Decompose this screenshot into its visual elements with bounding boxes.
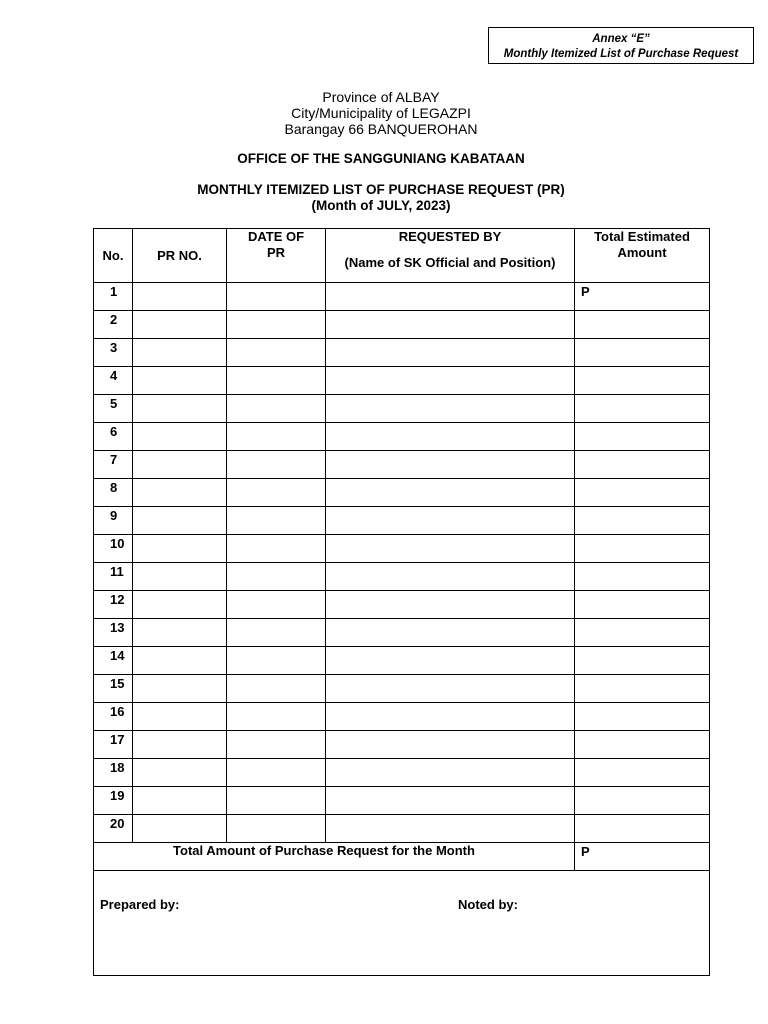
row-number-cell: 14 (94, 647, 133, 675)
amount-cell[interactable] (575, 423, 710, 451)
date-cell[interactable] (227, 339, 326, 367)
table-row (94, 507, 710, 535)
pr-no-cell[interactable] (133, 367, 227, 395)
month-line: (Month of JULY, 2023) (311, 198, 451, 213)
date-cell[interactable] (227, 759, 326, 787)
date-cell[interactable] (227, 787, 326, 815)
requested-by-cell[interactable] (326, 815, 575, 843)
table-row (94, 647, 710, 675)
col-header-no: No. (94, 229, 133, 283)
table-row (94, 815, 710, 843)
date-cell[interactable] (227, 451, 326, 479)
requested-by-cell[interactable] (326, 591, 575, 619)
row-number-cell: 15 (94, 675, 133, 703)
requested-by-cell[interactable] (326, 675, 575, 703)
pr-no-cell[interactable] (133, 675, 227, 703)
requested-by-cell[interactable] (326, 339, 575, 367)
date-cell[interactable] (227, 731, 326, 759)
pr-no-cell[interactable] (133, 731, 227, 759)
pr-no-cell[interactable] (133, 423, 227, 451)
requested-by-cell[interactable] (326, 647, 575, 675)
noted-by-label: Noted by: (458, 897, 518, 912)
amount-cell[interactable] (575, 395, 710, 423)
table-row (94, 423, 710, 451)
pr-no-cell[interactable] (133, 283, 227, 311)
amount-cell[interactable] (575, 339, 710, 367)
row-number-cell: 13 (94, 619, 133, 647)
row-number-cell: 11 (94, 563, 133, 591)
annex-subtitle: Monthly Itemized List of Purchase Request (503, 48, 739, 60)
requested-by-cell[interactable] (326, 395, 575, 423)
row-number-cell: 4 (94, 367, 133, 395)
date-cell[interactable] (227, 507, 326, 535)
amount-cell[interactable] (575, 619, 710, 647)
amount-cell[interactable] (575, 311, 710, 339)
amount-cell[interactable] (575, 703, 710, 731)
pr-no-cell[interactable] (133, 815, 227, 843)
table-row (94, 367, 710, 395)
row-number-cell: 5 (94, 395, 133, 423)
row-number-cell: 19 (94, 787, 133, 815)
date-cell[interactable] (227, 591, 326, 619)
pr-no-cell[interactable] (133, 787, 227, 815)
document-title: MONTHLY ITEMIZED LIST OF PURCHASE REQUEST (PR) (197, 182, 565, 197)
table-row (94, 759, 710, 787)
table-row (94, 675, 710, 703)
table-row (94, 591, 710, 619)
row-number-cell: 6 (94, 423, 133, 451)
row-number-cell: 20 (94, 815, 133, 843)
row-number-cell: 17 (94, 731, 133, 759)
requested-by-cell[interactable] (326, 367, 575, 395)
pr-no-cell[interactable] (133, 591, 227, 619)
amount-cell[interactable] (575, 563, 710, 591)
table-row (94, 731, 710, 759)
table-row (94, 563, 710, 591)
pr-no-cell[interactable] (133, 563, 227, 591)
requested-by-cell[interactable] (326, 759, 575, 787)
amount-cell[interactable] (575, 815, 710, 843)
date-cell[interactable] (227, 647, 326, 675)
pr-no-cell[interactable] (133, 759, 227, 787)
city-line: City/Municipality of LEGAZPI (291, 105, 471, 121)
requested-by-cell[interactable] (326, 507, 575, 535)
col-header-requested-by: REQUESTED BY (Name of SK Official and Position) (326, 229, 575, 283)
pr-no-cell[interactable] (133, 339, 227, 367)
amount-cell[interactable] (575, 591, 710, 619)
requested-by-cell[interactable] (326, 311, 575, 339)
table-row (94, 787, 710, 815)
requested-by-cell[interactable] (326, 703, 575, 731)
date-cell[interactable] (227, 619, 326, 647)
amount-cell[interactable] (575, 507, 710, 535)
date-cell[interactable] (227, 283, 326, 311)
signature-cell (94, 871, 710, 976)
total-label: Total Amount of Purchase Request for the Month (94, 843, 575, 871)
row-number-cell: 8 (94, 479, 133, 507)
table-row (94, 535, 710, 563)
requested-by-cell[interactable] (326, 619, 575, 647)
col-header-date: DATE OF PR (227, 229, 326, 283)
row-number-cell: 2 (94, 311, 133, 339)
row-number-cell: 7 (94, 451, 133, 479)
requested-by-cell[interactable] (326, 451, 575, 479)
amount-cell[interactable] (575, 787, 710, 815)
total-amount-cell[interactable]: P (575, 843, 710, 871)
pr-no-cell[interactable] (133, 395, 227, 423)
province-line: Province of ALBAY (322, 89, 440, 105)
table-row (94, 311, 710, 339)
table-row (94, 283, 710, 311)
col-header-amount: Total Estimated Amount (575, 229, 710, 283)
table-row (94, 339, 710, 367)
amount-cell[interactable] (575, 479, 710, 507)
amount-cell[interactable] (575, 367, 710, 395)
table-body (94, 283, 710, 843)
date-cell[interactable] (227, 423, 326, 451)
pr-no-cell[interactable] (133, 703, 227, 731)
table-row (94, 703, 710, 731)
date-cell[interactable] (227, 703, 326, 731)
requested-by-cell[interactable] (326, 535, 575, 563)
amount-cell[interactable] (575, 451, 710, 479)
date-cell[interactable] (227, 395, 326, 423)
requested-by-cell[interactable] (326, 479, 575, 507)
annex-label-box (488, 27, 754, 64)
requested-by-cell[interactable] (326, 283, 575, 311)
pr-no-cell[interactable] (133, 619, 227, 647)
total-row (94, 843, 710, 871)
row-number-cell: 10 (94, 535, 133, 563)
purchase-request-table (93, 228, 710, 976)
amount-cell[interactable] (575, 647, 710, 675)
date-cell[interactable] (227, 367, 326, 395)
row-number-cell: 18 (94, 759, 133, 787)
row-number-cell: 16 (94, 703, 133, 731)
amount-cell[interactable]: P (575, 283, 710, 311)
requested-by-cell[interactable] (326, 787, 575, 815)
requested-by-cell[interactable] (326, 563, 575, 591)
table-header-row (94, 229, 710, 283)
pr-no-cell[interactable] (133, 451, 227, 479)
row-number-cell: 12 (94, 591, 133, 619)
office-title: OFFICE OF THE SANGGUNIANG KABATAAN (237, 151, 525, 166)
pr-no-cell[interactable] (133, 479, 227, 507)
amount-cell[interactable] (575, 675, 710, 703)
signature-row (94, 871, 710, 976)
barangay-line: Barangay 66 BANQUEROHAN (284, 121, 478, 137)
pr-no-cell[interactable] (133, 647, 227, 675)
col-header-pr-no: PR NO. (133, 229, 227, 283)
prepared-by-label: Prepared by: (100, 897, 180, 912)
row-number-cell: 3 (94, 339, 133, 367)
date-cell[interactable] (227, 479, 326, 507)
table-row (94, 395, 710, 423)
requested-by-cell[interactable] (326, 731, 575, 759)
amount-cell[interactable] (575, 731, 710, 759)
date-cell[interactable] (227, 535, 326, 563)
date-cell[interactable] (227, 563, 326, 591)
date-cell[interactable] (227, 815, 326, 843)
table-row (94, 479, 710, 507)
table-row (94, 619, 710, 647)
row-number-cell: 9 (94, 507, 133, 535)
requested-by-cell[interactable] (326, 423, 575, 451)
pr-no-cell[interactable] (133, 507, 227, 535)
pr-no-cell[interactable] (133, 535, 227, 563)
date-cell[interactable] (227, 675, 326, 703)
pr-no-cell[interactable] (133, 311, 227, 339)
annex-title: Annex “E” (592, 33, 650, 45)
table-row (94, 451, 710, 479)
amount-cell[interactable] (575, 759, 710, 787)
row-number-cell: 1 (94, 283, 133, 311)
amount-cell[interactable] (575, 535, 710, 563)
date-cell[interactable] (227, 311, 326, 339)
